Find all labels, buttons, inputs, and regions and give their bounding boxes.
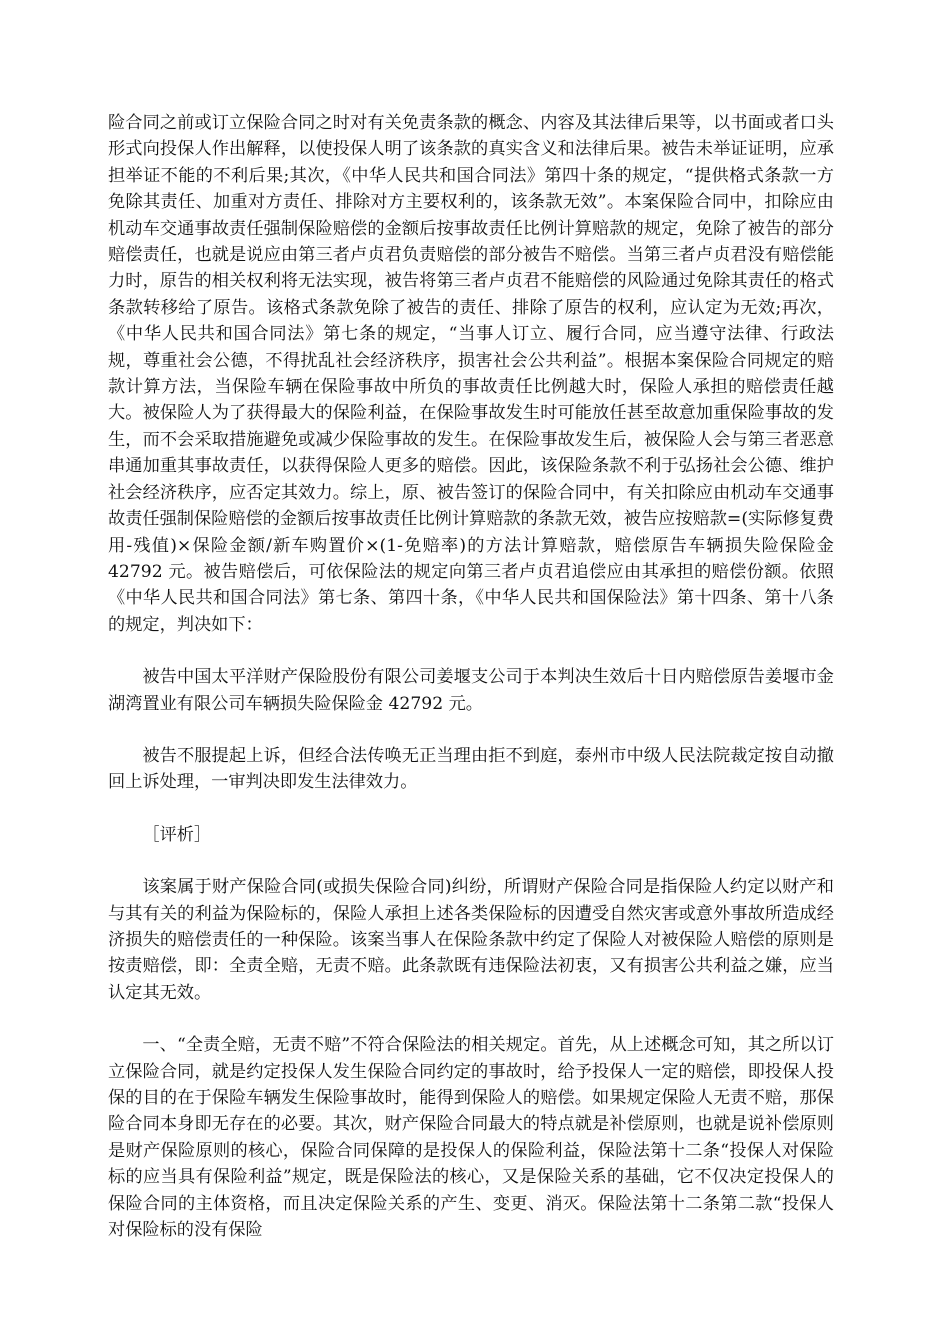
- paragraph-gap: [108, 848, 834, 874]
- paragraph-appeal: 被告不服提起上诉，但经合法传唤无正当理由拒不到庭，泰州市中级人民法院裁定按自动撤回上诉处理，一审判决即发生法律效力。: [108, 745, 834, 793]
- paragraph-gap: [108, 717, 834, 743]
- section-heading-commentary: ［评析］: [142, 824, 212, 845]
- paragraph-continued: 险合同之前或订立保险合同之时对有关免责条款的概念、内容及其法律后果等，以书面或者口头形式向投保人作出解释，以使投保人明了该条款的真实含义和法律后果。被告未举证证明，应承担举证不能的不利后果;其次，《中华人民共和国合同法》第四十条的规定，“提供格式条款一方免除其责任、加重对方责任、排除对方主要权利的，该条款无效”。本案保险合同中，扣除应由机动车交通事故责任强制保险赔偿的金额后按事故责任比例计算赔款的规定，免除了被告的部分赔偿责任，也就是说应由第三者卢贞君负责赔偿的部分被告不赔偿。当第三者卢贞君没有赔偿能力时，原告的相关权利将无法实现，被告将第三者卢贞君不能赔偿的风险通过免除其责任的格式条款转移给了原告。该格式条款免除了被告的责任、排除了原告的权利，应认定为无效;再次，《中华人民共和国合同法》第七条的规定，“当事人订立、履行合同，应当遵守法律、行政法规，尊重社会公德，不得扰乱社会经济秩序，损害社会公共利益”。根据本案保险合同规定的赔款计算方法，当保险车辆在保险事故中所负的事故责任比例越大时，保险人承担的赔偿责任越大。被保险人为了获得最大的保险利益，在保险事故发生时可能放任甚至故意加重保险事故的发生，而不会采取措施避免或减少保险事故的发生。在保险事故发生后，被保险人会与第三者恶意串通加重其事故责任，以获得保险人更多的赔偿。因此，该保险条款不利于弘扬社会公德、维护社会经济秩序，应否定其效力。综上，原、被告签订的保险合同中，有关扣除应由机动车交通事故责任强制保险赔偿的金额后按事故责任比例计算赔款的条款无效，被告应按赔款=(实际修复费用-残值)×保险金额/新车购置价×(1-免赔率)的方法计算赔款，赔偿原告车辆损失险保险金 42792 元。被告赔偿后，可依保险法的规定向第三者卢贞君追偿应由其承担的赔偿份额。依照《中华人民共和国合同法》第七条、第四十条，《中华人民共和国保险法》第十四条、第十八条的规定，判决如下：: [108, 113, 834, 635]
- document-page: [108, 110, 834, 1243]
- paragraph-commentary-point-one: 一、“全责全赔，无责不赔”不符合保险法的相关规定。首先，从上述概念可知，其之所以订立保险合同，就是约定投保人发生保险合同约定的事故时，给予投保人一定的赔偿，即投保人投保的目的在于保险车辆发生保险事故时，能得到保险人的赔偿。如果规定保险人无责不赔，那保险合同本身即无存在的必要。其次，财产保险合同最大的特点就是补偿原则，也就是说补偿原则是财产保险原则的核心，保险合同保障的是投保人的保险利益，保险法第十二条“投保人对保险标的应当具有保险利益”规定，既是保险法的核心，又是保险关系的基础，它不仅决定投保人的保险合同的主体资格，而且决定保险关系的产生、变更、消灭。保险法第十二条第二款“投保人对保险标的没有保险: [108, 1035, 834, 1241]
- paragraph-gap: [108, 1006, 834, 1032]
- paragraph-gap: [108, 796, 834, 822]
- paragraph-commentary-intro: 该案属于财产保险合同(或损失保险合同)纠纷，所谓财产保险合同是指保险人约定以财产和与其有关的利益为保险标的，保险人承担上述各类保险标的因遭受自然灾害或意外事故所造成经济损失的赔偿责任的一种保险。该案当事人在保险条款中约定了保险人对被保险人赔偿的原则是按责赔偿，即：全责全赔，无责不赔。此条款既有违保险法初衷，又有损害公共利益之嫌，应当认定其无效。: [108, 877, 834, 1003]
- paragraph-gap: [108, 638, 834, 664]
- paragraph-judgment: 被告中国太平洋财产保险股份有限公司姜堰支公司于本判决生效后十日内赔偿原告姜堰市金湖湾置业有限公司车辆损失险保险金 42792 元。: [108, 667, 834, 714]
